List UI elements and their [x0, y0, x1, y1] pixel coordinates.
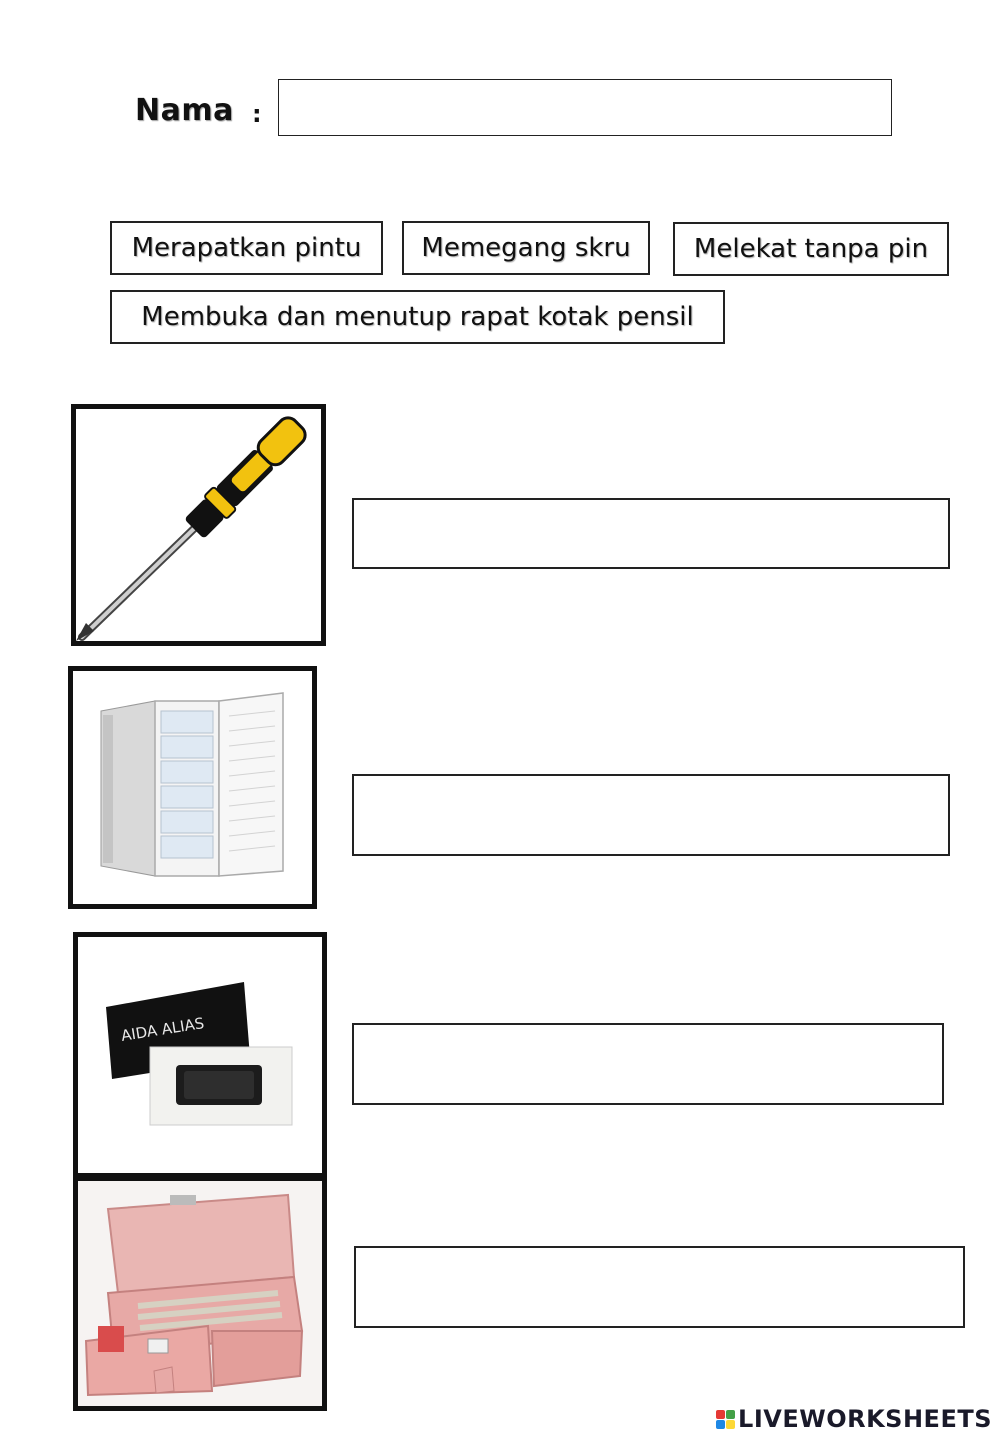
- name-input[interactable]: [278, 79, 892, 136]
- option-memegang-skru[interactable]: Memegang skru: [402, 221, 650, 275]
- liveworksheets-logo-text: LIVEWORKSHEETS: [738, 1405, 992, 1433]
- answer-box-1[interactable]: [352, 498, 950, 569]
- freezer-image: [68, 666, 317, 909]
- option-melekat-tanpa-pin[interactable]: Melekat tanpa pin: [673, 222, 949, 276]
- pencil-box-image: [73, 1176, 327, 1411]
- liveworksheets-logo-icon: [716, 1410, 735, 1429]
- name-tag-text: AIDA ALIAS: [119, 1014, 206, 1045]
- answer-box-3[interactable]: [352, 1023, 944, 1105]
- freezer-illustration: [73, 671, 312, 904]
- name-label: Nama: [135, 93, 234, 128]
- pencil-box-illustration: [78, 1181, 322, 1406]
- answer-box-2[interactable]: [352, 774, 950, 856]
- name-tag-image: [73, 932, 327, 1178]
- name-tag-illustration: [78, 937, 322, 1173]
- screwdriver-illustration: [76, 409, 321, 641]
- name-colon: :: [252, 100, 262, 128]
- liveworksheets-logo[interactable]: [716, 1405, 992, 1433]
- option-merapatkan-pintu[interactable]: Merapatkan pintu: [110, 221, 383, 275]
- answer-box-4[interactable]: [354, 1246, 965, 1328]
- option-membuka-menutup-kotak-pensil[interactable]: Membuka dan menutup rapat kotak pensil: [110, 290, 725, 344]
- screwdriver-image: [71, 404, 326, 646]
